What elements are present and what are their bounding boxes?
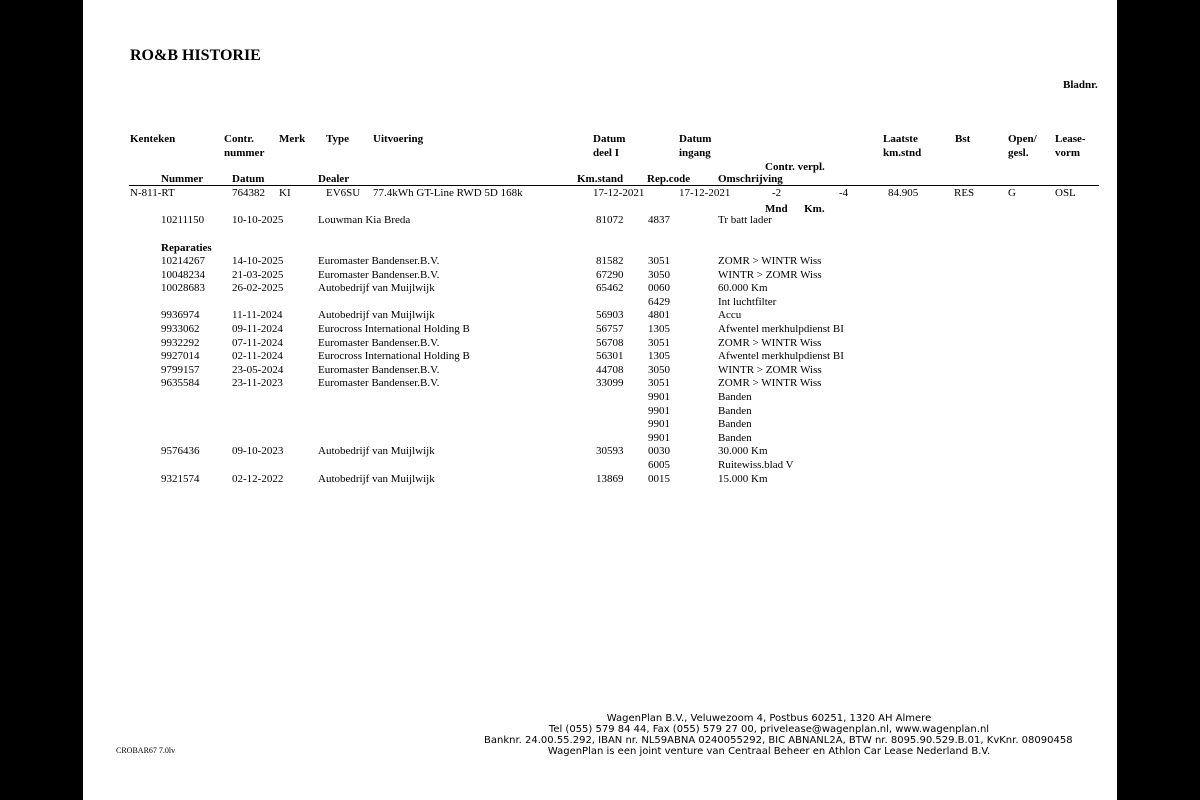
header-laatste-km-line2: km.stnd [883,147,922,159]
header-datum-deel1 [593,132,625,160]
repair-nummer: 10048234 [161,269,205,281]
header-lease-vorm [1055,132,1086,160]
repair-dealer: Autobedrijf van Muijlwijk [318,473,435,485]
record-datum: 10-10-2025 [232,214,284,226]
repair-code: 9901 [648,432,670,444]
header-laatste-km [883,132,921,160]
repair-nummer: 9576436 [161,445,200,457]
repair-km: 56301 [596,350,624,362]
footer-line-contact: Tel (055) 579 84 44, Fax (055) 579 27 00, privelease@wagenplan.nl, www.wagenplan.nl [548,724,990,735]
header-datum-deel1-line1: Datum [593,133,626,145]
repair-omschrijving: Ruitewiss.blad V [718,459,794,471]
record-km: 81072 [596,214,624,226]
repair-datum: 21-03-2025 [232,269,284,281]
vehicle-bst: RES [954,187,975,199]
repair-code: 3051 [648,255,670,267]
repair-omschrijving: 60.000 Km [718,282,768,294]
header-contr-line2: nummer [224,147,265,159]
header-uitvoering: Uitvoering [373,133,424,145]
reparaties-heading: Reparaties [161,242,212,254]
header-type: Type [326,133,350,145]
vehicle-kenteken: N-811-RT [130,187,175,199]
repair-omschrijving: Int luchtfilter [718,296,777,308]
header-datum-deel1-line2: deel I [593,147,619,159]
repair-km: 44708 [596,364,624,376]
vehicle-open-gesl: G [1008,187,1016,199]
vehicle-lease-vorm: OSL [1055,187,1076,199]
vehicle-datum-deel1: 17-12-2021 [593,187,645,199]
repair-omschrijving: Banden [718,432,752,444]
repair-omschrijving: WINTR > ZOMR Wiss [718,364,822,376]
vehicle-datum-ingang: 17-12-2021 [679,187,731,199]
form-code: CROBAR67 7.0lv [116,746,176,755]
header-datum: Datum [232,173,265,185]
record-nummer: 10211150 [161,214,205,226]
header-contr-nummer [224,132,264,160]
vehicle-km: -4 [839,187,849,199]
footer-line-bank: Banknr. 24.00.55.292, IBAN nr. NL59ABNA 0240055292, BIC ABNANL2A, BTW nr. 8095.90.529.B.01, KvKnr. 08090458 [484,735,1073,746]
header-divider [129,185,1099,186]
repair-datum: 23-11-2023 [232,377,283,389]
repair-omschrijving: 30.000 Km [718,445,768,457]
header-open-gesl-line2: gesl. [1008,147,1029,159]
repair-omschrijving: Banden [718,405,752,417]
repair-datum: 14-10-2025 [232,255,284,267]
vehicle-merk: KI [279,187,291,199]
repair-code: 3051 [648,377,670,389]
repair-dealer: Euromaster Bandenser.B.V. [318,337,440,349]
repair-code: 3050 [648,269,670,281]
repair-km: 65462 [596,282,624,294]
header-lease-vorm-line1: Lease- [1055,133,1086,145]
header-lease-vorm-line2: vorm [1055,147,1081,159]
repair-nummer: 9635584 [161,377,200,389]
repair-nummer: 9932292 [161,337,200,349]
repair-omschrijving: ZOMR > WINTR Wiss [718,377,822,389]
repair-datum: 26-02-2025 [232,282,284,294]
repair-code: 4801 [648,309,670,321]
repair-nummer: 9799157 [161,364,200,376]
repair-km: 33099 [596,377,624,389]
footer-line-address: WagenPlan B.V., Veluwezoom 4, Postbus 60251, 1320 AH Almere [606,713,932,724]
document-page [83,0,1117,800]
repair-dealer: Euromaster Bandenser.B.V. [318,269,440,281]
header-datum-ingang [679,132,711,160]
header-contr-verpl-line2: Mnd Km. [765,203,825,215]
repair-nummer: 9933062 [161,323,200,335]
repair-dealer: Autobedrijf van Muijlwijk [318,309,435,321]
repair-km: 30593 [596,445,624,457]
repair-km: 13869 [596,473,624,485]
repair-dealer: Euromaster Bandenser.B.V. [318,255,440,267]
repair-omschrijving: 15.000 Km [718,473,768,485]
repair-omschrijving: Afwentel merkhulpdienst BI [718,350,844,362]
page-title: RO&B HISTORIE [130,47,261,64]
repair-code: 9901 [648,418,670,430]
repair-code: 3051 [648,337,670,349]
page-footer [484,713,1073,757]
repair-km: 56757 [596,323,624,335]
repair-nummer: 10214267 [161,255,205,267]
vehicle-laatste-km: 84.905 [888,187,919,199]
header-datum-ingang-line1: Datum [679,133,712,145]
repair-omschrijving: ZOMR > WINTR Wiss [718,337,822,349]
repair-code: 1305 [648,350,670,362]
record-omschrijving: Tr batt lader [718,214,772,226]
repair-datum: 09-10-2023 [232,445,284,457]
record-code: 4837 [648,214,670,226]
repair-code: 6005 [648,459,670,471]
repair-datum: 23-05-2024 [232,364,284,376]
repair-omschrijving: WINTR > ZOMR Wiss [718,269,822,281]
header-nummer: Nummer [161,173,204,185]
repair-km: 56903 [596,309,624,321]
repair-nummer: 9321574 [161,473,200,485]
vehicle-type: EV6SU [326,187,361,199]
repair-dealer: Euromaster Bandenser.B.V. [318,364,440,376]
header-open-gesl [1008,132,1037,160]
repair-nummer: 9936974 [161,309,200,321]
repair-code: 0015 [648,473,670,485]
header-open-gesl-line1: Open/ [1008,133,1037,145]
repair-dealer: Euromaster Bandenser.B.V. [318,377,440,389]
header-km-stand: Km.stand [577,173,624,185]
repair-omschrijving: Banden [718,391,752,403]
repair-datum: 09-11-2024 [232,323,283,335]
repair-km: 81582 [596,255,624,267]
header-merk: Merk [279,133,306,145]
page-number-label: Bladnr. [1063,79,1098,91]
repair-nummer: 9927014 [161,350,200,362]
repair-code: 0060 [648,282,670,294]
repair-code: 9901 [648,391,670,403]
header-laatste-km-line1: Laatste [883,133,918,145]
repair-datum: 02-12-2022 [232,473,284,485]
repair-datum: 07-11-2024 [232,337,283,349]
header-bst: Bst [955,133,971,145]
repair-omschrijving: Banden [718,418,752,430]
repair-code: 9901 [648,405,670,417]
repair-omschrijving: ZOMR > WINTR Wiss [718,255,822,267]
header-contr-line1: Contr. [224,133,254,145]
repair-nummer: 10028683 [161,282,205,294]
repair-dealer: Autobedrijf van Muijlwijk [318,445,435,457]
vehicle-contract: 764382 [232,187,265,199]
footer-line-joint-venture: WagenPlan is een joint venture van Centraal Beheer en Athlon Car Lease Nederland B.V. [547,746,991,757]
repair-km: 56708 [596,337,624,349]
repair-dealer: Autobedrijf van Muijlwijk [318,282,435,294]
repair-dealer: Eurocross International Holding B [318,323,470,335]
repair-km: 67290 [596,269,624,281]
header-datum-ingang-line2: ingang [679,147,711,159]
repair-code: 0030 [648,445,670,457]
header-kenteken: Kenteken [130,133,176,145]
repair-code: 1305 [648,323,670,335]
header-dealer: Dealer [318,173,350,185]
repair-code: 6429 [648,296,670,308]
repair-omschrijving: Afwentel merkhulpdienst BI [718,323,844,335]
repair-datum: 02-11-2024 [232,350,283,362]
header-rep-code: Rep.code [647,173,691,185]
repair-datum: 11-11-2024 [232,309,283,321]
vehicle-uitvoering: 77.4kWh GT-Line RWD 5D 168k [373,187,523,199]
record-dealer: Louwman Kia Breda [318,214,411,226]
repair-omschrijving: Accu [718,309,742,321]
header-omschrijving: Omschrijving [718,173,783,185]
header-contr-verpl-line1: Contr. verpl. [765,161,825,173]
repair-dealer: Eurocross International Holding B [318,350,470,362]
vehicle-mnd: -2 [772,187,782,199]
repair-code: 3050 [648,364,670,376]
